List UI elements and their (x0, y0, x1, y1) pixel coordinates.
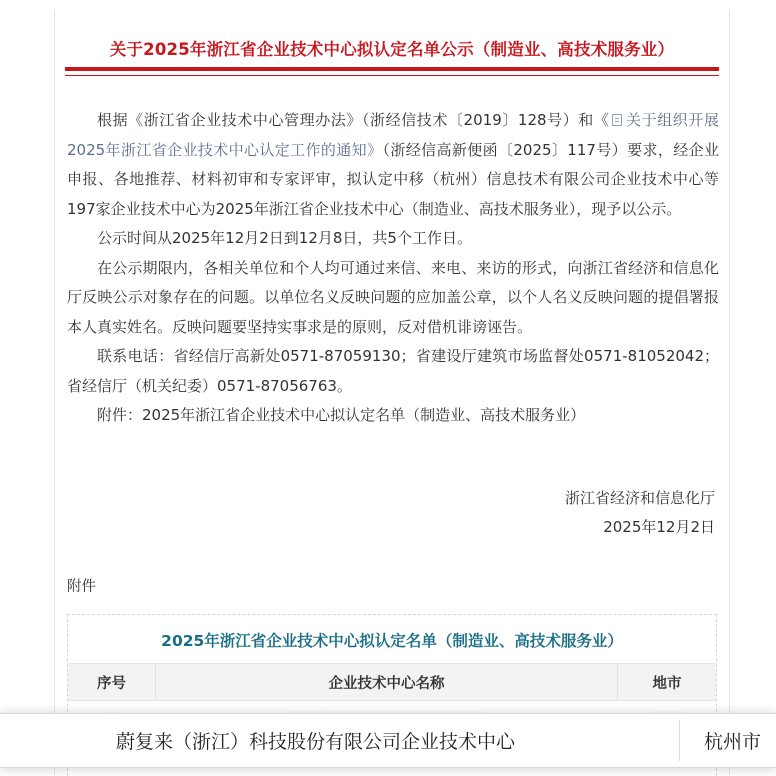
notice-title: 关于2025年浙江省企业技术中心拟认定名单公示（制造业、高技术服务业） (109, 40, 675, 59)
basis-text: 根据《浙江省企业技术中心管理办法》（浙经信技术〔2019〕128号）和《 (97, 111, 610, 129)
issue-date: 2025年12月2日 (603, 518, 715, 536)
header-city: 地市 (652, 675, 682, 692)
header-index: 序号 (68, 664, 156, 700)
highlighted-company-name: 蔚复来（浙江）科技股份有限公司企业技术中心 (116, 731, 516, 753)
paragraph-basis (67, 106, 719, 224)
title-rule-thick (65, 67, 719, 71)
paragraph-attachment: 附件：2025年浙江省企业技术中心拟认定名单（制造业、高技术服务业） (97, 406, 586, 424)
highlighted-city: 杭州市 (704, 731, 762, 753)
table-title: 2025年浙江省企业技术中心拟认定名单（制造业、高技术服务业） (161, 632, 623, 650)
title-rule-thin (65, 75, 719, 76)
column-divider (679, 720, 680, 761)
notice-body (67, 106, 719, 431)
paragraph-period: 公示时间从2025年12月2日到12月8日，共5个工作日。 (97, 229, 472, 247)
attachment-label: 附件 (67, 579, 96, 595)
basis-text-rest: （浙经信高新便函〔2025〕117号）要求，经企业申报、各地推荐、材料初审和专家评审，拟认定中移（杭州）信息技术有限公司企业技术中心等197家企业技术中心为2025年浙江省企业技术中心（制造业、高技术服务业），现予以公示。 (67, 140, 719, 218)
issuer: 浙江省经济和信息化厅 (564, 489, 715, 507)
document-icon (612, 114, 622, 126)
notice-page (54, 10, 730, 776)
notice-link[interactable]: 关于组织开展2025年浙江省企业技术中心认定工作的通知》 (67, 111, 719, 159)
paragraph-contact: 联系电话：省经信厅高新处0571-87059130；省建设厅建筑市场监督处0571-81052042；省经信厅（机关纪委）0571-87056763。 (67, 347, 719, 395)
header-name: 企业技术中心名称 (156, 664, 618, 700)
highlighted-table-row (0, 713, 776, 768)
table-header (68, 663, 716, 701)
paragraph-feedback: 在公示期限内，各相关单位和个人均可通过来信、来电、来访的形式，向浙江省经济和信息化厅反映公示对象存在的问题。以单位名义反映问题的应加盖公章，以个人名义反映问题的提倡署报本人真实姓名。反映问题要坚持实事求是的原则，反对借机诽谤诬告。 (67, 258, 719, 336)
